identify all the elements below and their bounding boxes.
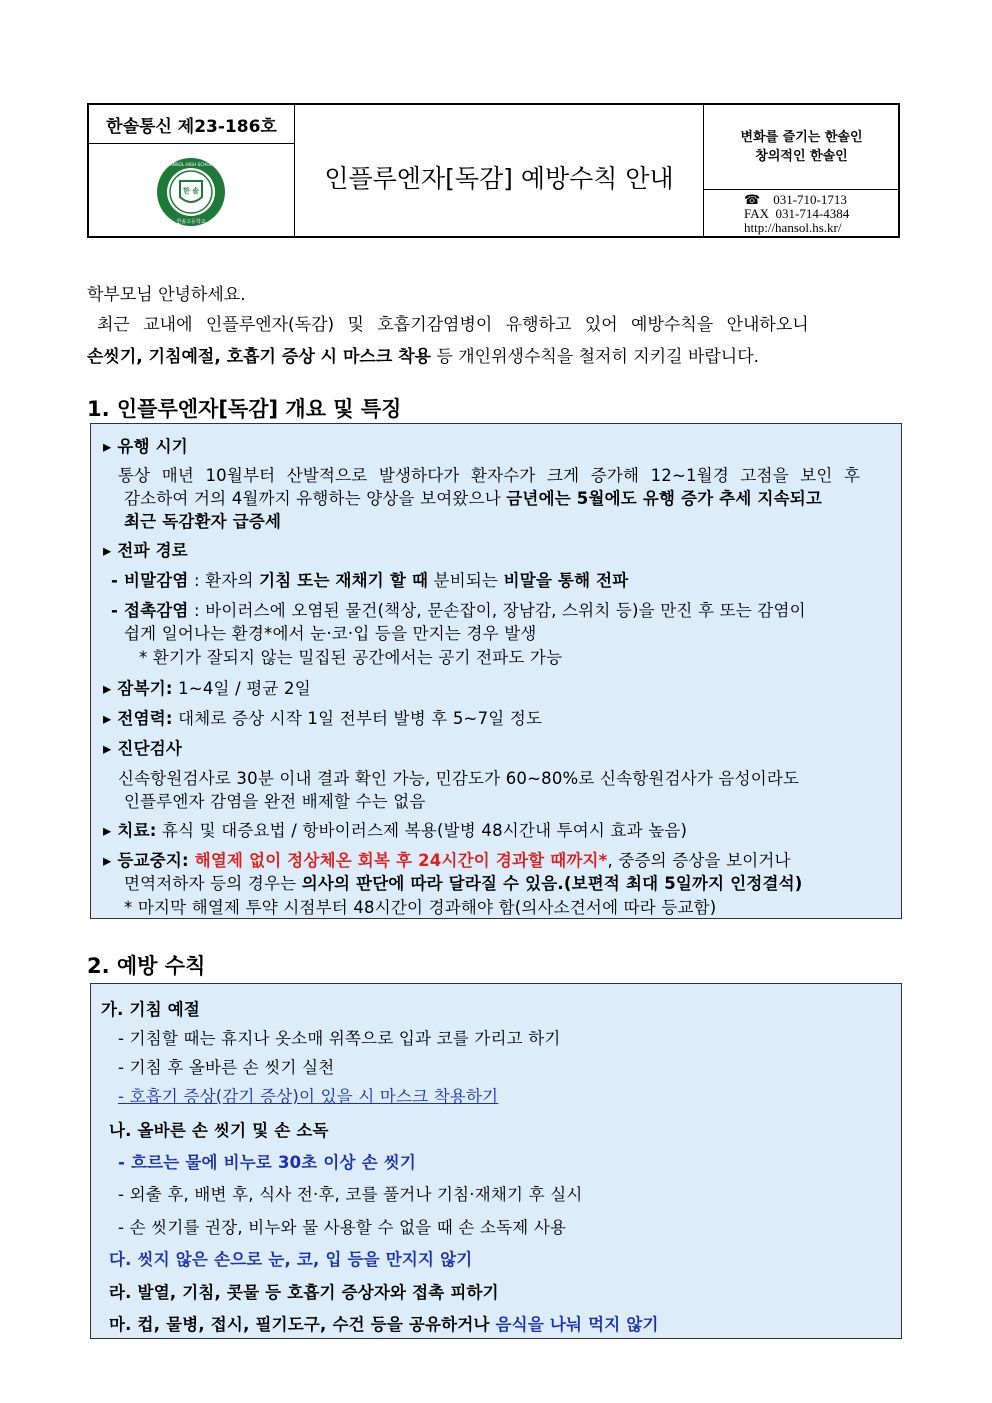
season-line-2 [124,485,822,509]
rule-a-3 [118,1083,498,1107]
incubation-line [103,675,311,699]
rule-e-title-a: 마. 컵, 물병, 접시, 필기도구, 수건 등을 공유하거나 [109,1315,496,1334]
season-title: ▸ 유행 시기 [103,437,188,456]
diag-line-2: 인플루엔자 감염을 완전 배제할 수는 없음 [124,792,426,811]
incubation-label: ▸ 잠복기: [103,679,173,698]
rule-e-title [109,1311,659,1335]
contact-info [744,193,849,235]
treatment-value: 휴식 및 대증요법 / 항바이러스제 복용(발병 48시간내 투여시 효과 높음) [156,821,688,840]
school-stop-rest: , 중증의 증상을 보이거나 [607,851,791,870]
season-line-3: 최근 독감환자 급증세 [124,512,282,531]
section-1-heading: 1. 인플루엔자[독감] 개요 및 특징 [87,397,402,421]
slogan-line-2: 창의적인 한솔인 [755,149,848,164]
diag-line-1: 신속항원검사로 30분 이내 결과 확인 가능, 민감도가 60~80%로 신속항원검사가 음성이라도 [118,769,800,788]
droplet-line [111,567,628,591]
rule-a-title: 가. 기침 예절 [101,1000,201,1019]
intro-line-2 [87,310,905,335]
contact-line [111,597,806,621]
rule-a-1: - 기침할 때는 휴지나 옷소매 위쪽으로 입과 코를 가리고 하기 [118,1029,561,1048]
diag-title: ▸ 진단검사 [103,739,182,758]
contact-line-2: 쉽게 일어나는 환경*에서 눈·코·입 등을 만지는 경우 발생 [124,624,537,643]
phone-number: 031-710-1713 [773,192,847,207]
school-stop-note: * 마지막 해열제 투약 시점부터 48시간이 경과해야 함(의사소견서에 따라 등교함) [124,898,717,917]
rule-e-title-b: 음식을 나눠 먹지 않기 [495,1315,659,1334]
logo-bottom-text: 한솔고등학교 [176,219,206,225]
page-title: 인플루엔자[독감] 예방수칙 안내 [324,163,674,193]
infectious-line [103,705,542,729]
rule-d-title: 라. 발열, 기침, 콧물 등 호흡기 증상자와 접촉 피하기 [109,1283,499,1302]
droplet-label: - 비말감염 [111,571,189,590]
header-left-cell [89,105,295,236]
treatment-label: ▸ 치료: [103,821,157,840]
phone-icon: ☎ [744,192,761,207]
rule-b-2: - 외출 후, 배변 후, 식사 전·후, 코를 풀거나 기침·재채기 후 실시 [118,1185,583,1204]
droplet-c: 기침 또는 재채기 할 때 [259,571,429,590]
rule-b-3: - 손 씻기를 권장, 비누와 물 사용할 수 없을 때 손 소독제 사용 [118,1218,567,1237]
droplet-b: : 환자의 [188,571,260,590]
rule-a-2: - 기침 후 올바른 손 씻기 실천 [118,1058,335,1077]
fax-number: 031-714-4384 [775,206,850,221]
school-slogan [704,105,899,190]
school-stop-l2b: 의사의 판단에 따라 달라질 수 있음.(보편적 최대 5일까지 인정결석) [301,874,803,893]
slogan-line-1: 변화를 즐기는 한솔인 [740,130,863,145]
contact-label: - 접촉감염 [111,601,189,620]
school-logo-icon [156,157,226,227]
rule-b-1: - 흐르는 물에 비누로 30초 이상 손 씻기 [118,1153,416,1172]
section-1-box [90,423,902,919]
incubation-value: 1~4일 / 평균 2일 [172,679,311,698]
school-stop-l2a: 면역저하자 등의 경우는 [124,874,302,893]
rule-c-title: 다. 씻지 않은 손으로 눈, 코, 입 등을 만지지 않기 [109,1250,473,1269]
school-stop-label: ▸ 등교중지: [103,851,189,870]
rule-b-title: 나. 올바른 손 씻기 및 손 소독 [109,1121,329,1140]
greeting: 학부모님 안녕하세요. [87,285,246,305]
droplet-d: 분비되는 [428,571,504,590]
newsletter-header [87,103,900,238]
school-stop-highlight: 해열제 없이 정상체온 회복 후 24시간이 경과할 때까지* [188,851,608,870]
season-highlight: 금년에는 5월에도 유행 증가 추세 지속되고 [506,489,823,508]
intro-emphasis: 손씻기, 기침예절, 호흡기 증상 시 마스크 착용 [87,347,432,367]
fax-label: FAX [744,206,770,221]
issue-number: 한솔통신 제23-186호 [89,105,294,144]
droplet-e: 비말을 통해 전파 [503,571,629,590]
section-2-box [90,983,902,1339]
school-url[interactable]: http://hansol.hs.kr/ [744,220,842,235]
school-stop-line-2 [124,870,803,894]
header-right-cell [703,105,899,236]
logo-top-text: HANSOL HIGH SCHOOL [166,162,216,167]
contact-b: : 바이러스에 오염된 물건(책상, 문손잡이, 장남감, 스위치 등)을 만진 후 또는 감염이 [188,601,806,620]
intro-line-2-text: 최근 교내에 인플루엔자(독감) 및 호흡기감염병이 유행하고 있어 예방수칙을 안내하오니 [97,315,809,335]
treatment-line [103,817,687,841]
route-title: ▸ 전파 경로 [103,541,188,560]
season-line-1: 통상 매년 10월부터 산발적으로 발생하다가 환자수가 크게 증가해 12~1월경 고점을 보인 후 [118,466,861,485]
contact-note: * 환기가 잘되지 않는 밀집된 공간에서는 공기 전파도 가능 [139,648,563,667]
intro-line-3-rest: 등 개인위생수칙을 철저히 지키길 바랍니다. [431,347,760,367]
rule-a-3-text: - 호흡기 증상(감기 증상)이 있을 시 마스크 착용하기 [118,1087,499,1106]
section-2-heading: 2. 예방 수칙 [87,954,206,978]
school-stop-line [103,847,791,871]
intro-line-3 [87,342,759,367]
logo-center-text: 한 솔 [183,187,199,195]
season-line-2a: 감소하여 거의 4월까지 유행하는 양상을 보여왔으나 [124,489,507,508]
infectious-label: ▸ 전염력: [103,709,173,728]
infectious-value: 대체로 증상 시작 1일 전부터 발병 후 5~7일 정도 [172,709,543,728]
